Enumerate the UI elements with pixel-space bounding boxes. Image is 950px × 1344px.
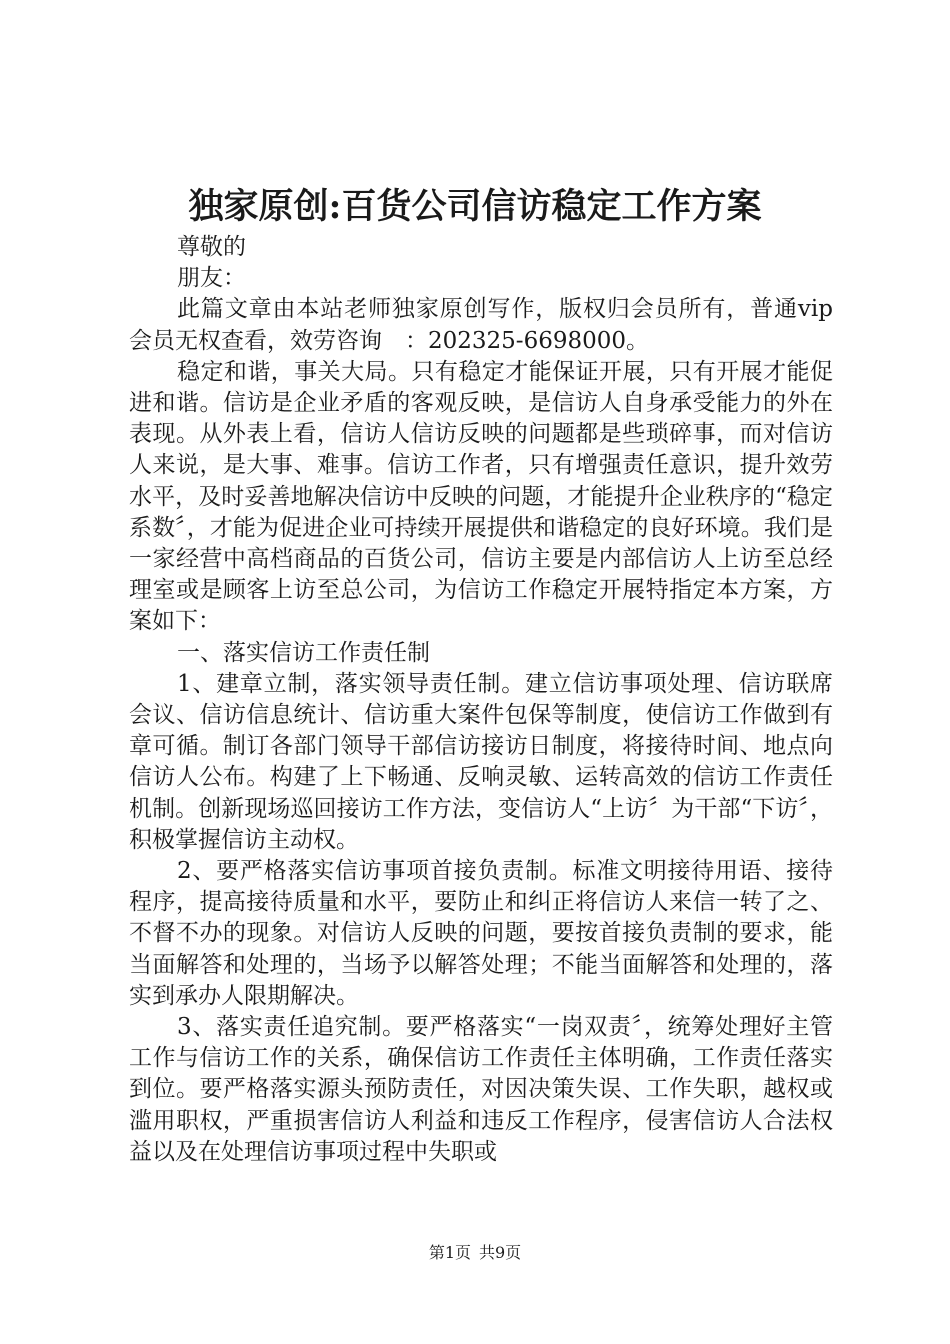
salutation-line-2: 朋友： bbox=[177, 265, 246, 292]
page-number: 第1页 bbox=[428, 1243, 471, 1262]
document-body bbox=[129, 232, 833, 1168]
item-3-paragraph: 3、落实责任追究制。要严格落实“一岗双责〞，统筹处理好主管工作与信访工作的关系，确保信访工作责任主体明确，工作责任落实到位。要严格落实源头预防责任，对因决策失误、工作失职，越权或滥用职权，严重损害信访人利益和违反工作程序，侵害信访人合法权益以及在处理信访事项过程中失职或 bbox=[129, 1014, 833, 1165]
intro-paragraph: 稳定和谐，事关大局。只有稳定才能保证开展，只有开展才能促进和谐。信访是企业矛盾的客观反映，是信访人自身承受能力的外在表现。从外表上看，信访人信访反映的问题都是些琐碎事，而对信访人来说，是大事、难事。信访工作者，只有增强责任意识，提升效劳水平，及时妥善地解决信访中反映的问题，才能提升企业秩序的“稳定系数〞，才能为促进企业可持续开展提供和谐稳定的良好环境。我们是一家经营中高档商品的百货公司，信访主要是内部信访人上访至总经理室或是顾客上访至总公司，为信访工作稳定开展特指定本方案，方案如下： bbox=[129, 358, 833, 635]
document-title: 独家原创:百货公司信访稳定工作方案 bbox=[188, 186, 762, 227]
item-2-paragraph: 2、要严格落实信访事项首接负责制。标准文明接待用语、接待程序，提高接待质量和水平，要防止和纠正将信访人来信一转了之、不督不办的现象。对信访人反映的问题，要按首接负责制的要求，能当面解答和处理的，当场予以解答处理；不能当面解答和处理的，落实到承办人限期解决。 bbox=[129, 858, 833, 1009]
salutation-line-1: 尊敬的 bbox=[177, 234, 246, 260]
section-heading-1: 一、落实信访工作责任制 bbox=[177, 639, 430, 666]
page-footer bbox=[0, 1242, 950, 1264]
item-1-paragraph: 1、建章立制，落实领导责任制。建立信访事项处理、信访联席会议、信访信息统计、信访重大案件包保等制度，使信访工作做到有章可循。制订各部门领导干部信访接访日制度，将接待时间、地点向信访人公布。构建了上下畅通、反响灵敏、运转高效的信访工作责任机制。创新现场巡回接访工作方法，变信访人“上访〞为干部“下访〞，积极掌握信访主动权。 bbox=[129, 670, 833, 853]
copyright-notice-paragraph: 此篇文章由本站老师独家原创写作，版权归会员所有，普通vip会员无权查看，效劳咨询 ：202325-6698000。 bbox=[129, 296, 833, 354]
page-total: 共9页 bbox=[479, 1243, 522, 1262]
